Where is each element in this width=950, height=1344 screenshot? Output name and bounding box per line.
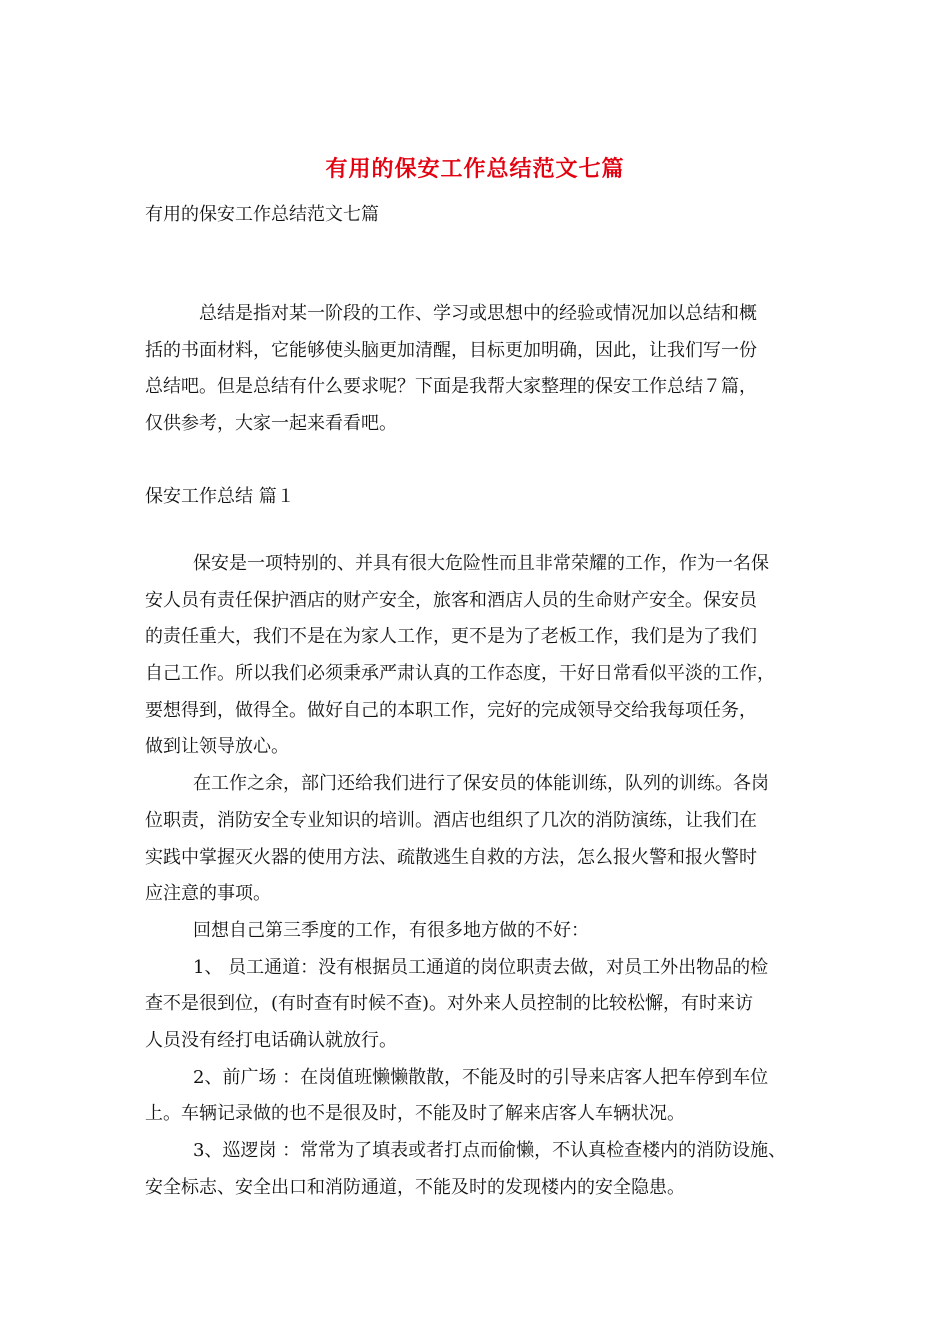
text-line: 做到让领导放心。 — [145, 736, 289, 758]
text-line: 自己工作。所以我们必须秉承严肃认真的工作态度，干好日常看似平淡的工作， — [145, 663, 775, 685]
text-line: 的责任重大，我们不是在为家人工作，更不是为了老板工作，我们是为了我们 — [145, 626, 757, 648]
text-line: 位职责，消防安全专业知识的培训。酒店也组织了几次的消防演练，让我们在 — [145, 809, 757, 831]
text-line: 查不是很到位，(有时查有时候不查)。对外来人员控制的比较松懈，有时来访 — [145, 993, 754, 1015]
text-line: 总结吧。但是总结有什么要求呢？下面是我帮大家整理的保安工作总结７篇， — [145, 376, 757, 398]
text-line: 应注意的事项。 — [145, 883, 271, 905]
section-heading: 保安工作总结 篇１ — [145, 486, 295, 507]
section-body — [145, 546, 825, 1206]
text-line: 3、巡逻岗 ：常常为了填表或者打点而偷懒，不认真检查楼内的消防设施、 — [193, 1140, 787, 1161]
document-title: 有用的保安工作总结范文七篇 — [325, 156, 625, 182]
text-line: 上。车辆记录做的也不是很及时，不能及时了解来店客人车辆状况。 — [145, 1103, 685, 1125]
text-line: 括的书面材料，它能够使头脑更加清醒，目标更加明确，因此，让我们写一份 — [145, 339, 757, 361]
text-line: 回想自己第三季度的工作，有很多地方做的不好： — [193, 919, 589, 941]
text-line: 人员没有经打电话确认就放行。 — [145, 1029, 397, 1051]
text-line: 2、前广场 ：在岗值班懒懒散散，不能及时的引导来店客人把车停到车位 — [193, 1066, 769, 1088]
document-subtitle: 有用的保安工作总结范文七篇 — [145, 204, 379, 225]
text-line: 总结是指对某一阶段的工作、学习或思想中的经验或情况加以总结和概 — [199, 303, 757, 324]
text-line: 仅供参考，大家一起来看看吧。 — [145, 413, 397, 435]
text-line: 1、 员工通道：没有根据员工通道的岗位职责去做，对员工外出物品的检 — [193, 956, 769, 978]
text-line: 安全标志、安全出口和消防通道，不能及时的发现楼内的安全隐患。 — [145, 1176, 685, 1198]
intro-paragraph — [145, 296, 825, 443]
text-line: 安人员有责任保护酒店的财产安全，旅客和酒店人员的生命财产安全。保安员 — [145, 589, 757, 611]
text-line: 实践中掌握灭火器的使用方法、疏散逃生自救的方法，怎么报火警和报火警时 — [145, 846, 757, 868]
text-line: 要想得到，做得全。做好自己的本职工作，完好的完成领导交给我每项任务， — [145, 699, 757, 721]
text-line: 在工作之余，部门还给我们进行了保安员的体能训练，队列的训练。各岗 — [193, 773, 769, 795]
text-line: 保安是一项特别的、并具有很大危险性而且非常荣耀的工作，作为一名保 — [193, 553, 769, 574]
